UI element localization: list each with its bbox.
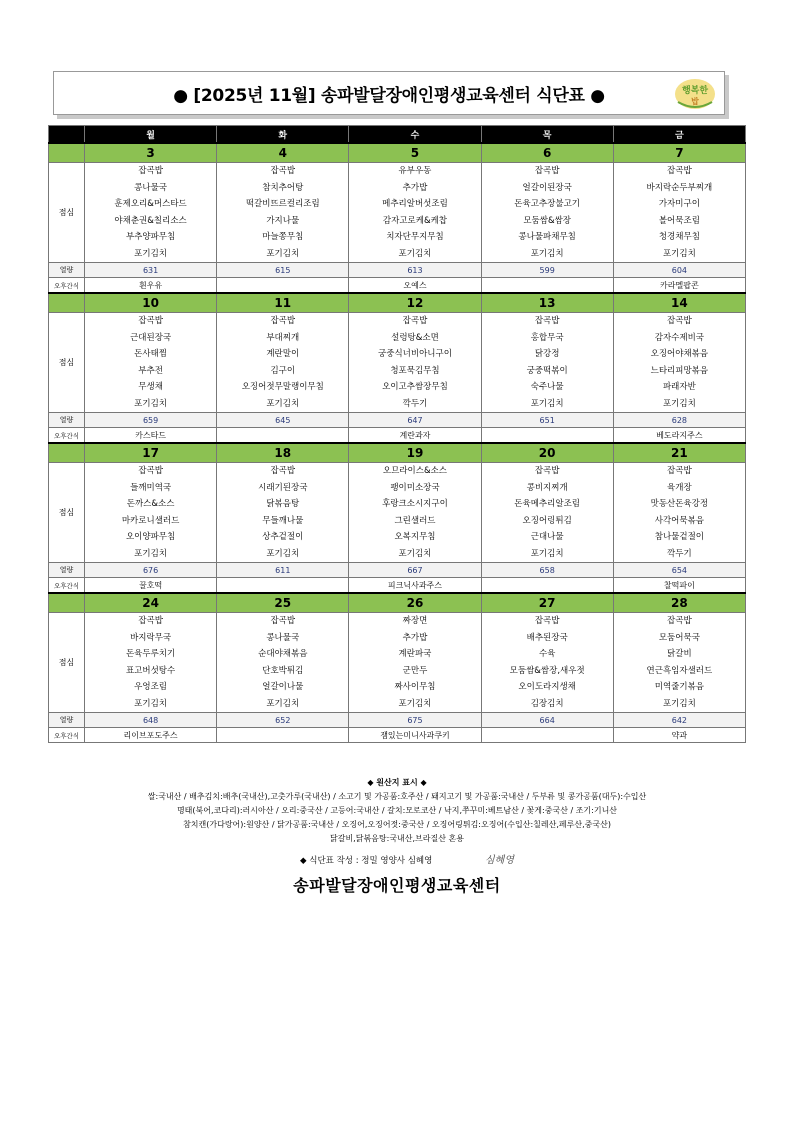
origin-line: 닭갈비,닭볶음탕:국내산,브라질산 혼용 [330, 834, 464, 843]
menu-item: 포기김치 [398, 698, 432, 709]
menu-item: 잡곡밥 [667, 466, 692, 476]
lunch-cell [481, 313, 613, 413]
menu-item: 김장김치 [530, 698, 564, 709]
kcal-cell: 651 [481, 413, 613, 428]
menu-item: 포기김치 [266, 248, 300, 259]
lunch-cell [349, 613, 481, 713]
menu-item: 참나물겉절이 [654, 532, 705, 542]
date-cell: 27 [481, 593, 613, 613]
snack-cell: 약과 [613, 728, 745, 743]
menu-item: 들깨미역국 [130, 482, 172, 493]
snack-row [49, 728, 746, 743]
menu-item: 포기김치 [662, 698, 696, 709]
kcal-cell: 631 [85, 263, 217, 278]
menu-item: 김구이 [270, 365, 296, 376]
menu-item: 무들깨나물 [262, 515, 304, 526]
menu-item: 포기김치 [266, 548, 300, 559]
weekday-header: 금 [613, 126, 745, 144]
menu-item: 포기김치 [662, 248, 696, 259]
menu-item: 포기김치 [266, 698, 300, 709]
menu-item: 짜장면 [402, 616, 428, 626]
menu-item: 근대나물 [530, 532, 564, 542]
lunch-row [49, 313, 746, 413]
date-row-blank [49, 143, 85, 163]
origin-title: ◆ 원산지 표시 ◆ [367, 778, 427, 787]
origin-line: 쌀:국내산 / 배추김치:배추(국내산),고춧가루(국내산) / 소고기 및 가공품:호주산 / 돼지고기 및 가공품:국내산 / 두부류 및 콩가공품(대두):수입산 [147, 792, 647, 801]
menu-item: 잡곡밥 [270, 316, 296, 326]
menu-table [48, 125, 746, 743]
menu-item: 계란말이 [266, 349, 300, 359]
lunch-row-label: 점심 [49, 463, 85, 563]
lunch-cell [85, 463, 217, 563]
menu-item: 모둠쌈&쌈장 [523, 215, 571, 226]
lunch-cell [481, 163, 613, 263]
menu-item: 잡곡밥 [270, 166, 296, 176]
menu-item: 포기김치 [134, 398, 168, 409]
snack-cell [217, 278, 349, 294]
date-cell: 28 [613, 593, 745, 613]
menu-item: 잡곡밥 [667, 616, 692, 626]
weekday-header-row [49, 126, 746, 144]
menu-item: 무생채 [138, 382, 163, 392]
menu-item: 닭강정 [534, 349, 560, 359]
snack-cell [481, 278, 613, 294]
date-cell: 25 [217, 593, 349, 613]
menu-item: 콩나물파채무침 [518, 232, 576, 242]
menu-item: 상추겉절이 [262, 532, 304, 542]
lunch-cell [613, 163, 745, 263]
menu-item: 느타리피망볶음 [650, 365, 709, 376]
menu-item: 얼갈이나물 [262, 682, 304, 692]
menu-item: 미역줄기볶음 [654, 682, 705, 692]
kcal-cell: 613 [349, 263, 481, 278]
kcal-cell: 675 [349, 713, 481, 728]
menu-item: 순대야채볶음 [258, 649, 308, 659]
snack-row [49, 428, 746, 444]
menu-item: 숙주나물 [530, 382, 564, 392]
lunch-cell [613, 313, 745, 413]
menu-item: 그린샐러드 [394, 515, 436, 526]
menu-item: 유부우동 [398, 166, 432, 176]
date-cell: 21 [613, 443, 745, 463]
snack-cell: 흰우유 [85, 278, 217, 294]
date-row [49, 143, 746, 163]
menu-item: 표고버섯탕수 [125, 665, 176, 676]
menu-item: 떡갈비뜨르컬리조림 [245, 199, 320, 209]
menu-item: 배추된장국 [526, 632, 568, 643]
lunch-cell [85, 163, 217, 263]
menu-item: 부추전 [138, 365, 163, 376]
menu-item: 포기김치 [530, 248, 564, 259]
lunch-cell [613, 613, 745, 713]
snack-cell: 꿀호떡 [85, 578, 217, 594]
menu-item: 돈사태찜 [134, 349, 168, 359]
lunch-cell [481, 613, 613, 713]
kcal-row-label: 열량 [49, 713, 85, 728]
menu-item: 돈육두루치기 [125, 649, 176, 659]
menu-item: 잡곡밥 [667, 316, 692, 326]
menu-item: 궁중식너비아니구이 [378, 349, 452, 359]
kcal-cell: 676 [85, 563, 217, 578]
menu-item: 바지락순두부찌개 [646, 182, 713, 193]
snack-cell [481, 728, 613, 743]
date-cell: 4 [217, 143, 349, 163]
menu-item: 가지나물 [266, 215, 300, 226]
lunch-cell [85, 313, 217, 413]
menu-item: 깍두기 [402, 398, 428, 409]
menu-item: 궁중떡볶이 [526, 365, 568, 376]
menu-item: 홍합무국 [530, 332, 564, 343]
lunch-row [49, 163, 746, 263]
kcal-cell: 645 [217, 413, 349, 428]
kcal-cell: 667 [349, 563, 481, 578]
kcal-row [49, 413, 746, 428]
snack-cell [217, 428, 349, 444]
menu-item: 시래기된장국 [258, 482, 308, 493]
menu-item: 오므라이스&소스 [382, 466, 448, 476]
menu-item: 메추리알버섯조림 [382, 199, 448, 209]
menu-item: 포기김치 [134, 248, 168, 259]
menu-item: 콩나물국 [266, 632, 300, 643]
snack-cell: 카스타드 [85, 428, 217, 444]
menu-item: 연근흑임자샐러드 [646, 665, 713, 676]
menu-item: 맛동산돈육강정 [650, 499, 709, 509]
menu-item: 근대된장국 [130, 332, 172, 343]
date-cell: 7 [613, 143, 745, 163]
menu-item: 추가밥 [402, 632, 428, 643]
menu-item: 우엉조림 [134, 682, 168, 692]
kcal-row [49, 563, 746, 578]
origin-line: 명태(북어,코다리):러시아산 / 오리:중국산 / 고등어:국내산 / 갈치:모로코산 / 낙지,쭈꾸미:베트남산 / 꽃게:중국산 / 조기:기니산 [176, 806, 618, 815]
lunch-row-label: 점심 [49, 613, 85, 713]
menu-item: 모둠쌈&쌈장,새우젓 [509, 665, 585, 676]
kcal-row [49, 713, 746, 728]
menu-item: 바지락무국 [130, 632, 172, 643]
menu-item: 잡곡밥 [667, 166, 692, 176]
date-row-blank [49, 293, 85, 313]
menu-item: 잡곡밥 [534, 466, 560, 476]
kcal-cell: 615 [217, 263, 349, 278]
snack-row-label: 오후간식 [49, 278, 85, 294]
lunch-cell [349, 163, 481, 263]
snack-cell: 오예스 [349, 278, 481, 294]
kcal-row-label: 열량 [49, 413, 85, 428]
snack-row-label: 오후간식 [49, 428, 85, 444]
kcal-cell: 599 [481, 263, 613, 278]
menu-item: 오복지무침 [394, 532, 436, 542]
svg-text:밥: 밥 [691, 97, 699, 106]
date-cell: 20 [481, 443, 613, 463]
menu-item: 부추양파무침 [125, 232, 176, 242]
menu-item: 후랑크소시지구이 [382, 499, 448, 509]
lunch-cell [217, 313, 349, 413]
date-cell: 6 [481, 143, 613, 163]
menu-item: 돈육고추장불고기 [514, 199, 580, 209]
lunch-cell [217, 163, 349, 263]
kcal-cell: 664 [481, 713, 613, 728]
snack-cell [481, 428, 613, 444]
date-row-blank [49, 593, 85, 613]
menu-item: 볼어묵조림 [658, 215, 700, 226]
menu-item: 청경채무침 [658, 232, 700, 242]
menu-item: 콩비지찌개 [526, 482, 568, 493]
lunch-cell [613, 463, 745, 563]
menu-item: 포기김치 [530, 548, 564, 559]
snack-row-label: 오후간식 [49, 728, 85, 743]
menu-item: 육개장 [667, 482, 692, 493]
menu-item: 포기김치 [662, 398, 696, 409]
menu-item: 닭갈비 [667, 649, 692, 659]
lunch-cell [85, 613, 217, 713]
kcal-cell: 642 [613, 713, 745, 728]
kcal-cell: 611 [217, 563, 349, 578]
lunch-cell [349, 313, 481, 413]
kcal-cell: 648 [85, 713, 217, 728]
menu-item: 수육 [538, 649, 556, 659]
date-cell: 11 [217, 293, 349, 313]
weekday-header: 수 [349, 126, 481, 144]
menu-item: 단호박튀김 [262, 665, 304, 676]
menu-item: 포기김치 [266, 398, 300, 409]
menu-item: 부대찌개 [266, 332, 300, 343]
date-cell: 10 [85, 293, 217, 313]
snack-cell [481, 578, 613, 594]
menu-item: 잡곡밥 [138, 466, 163, 476]
menu-item: 감자고로케&케찹 [382, 215, 448, 226]
weekday-header: 목 [481, 126, 613, 144]
menu-item: 포기김치 [398, 248, 432, 259]
menu-item: 오징어젓무말랭이무침 [241, 382, 324, 392]
center-logo [670, 72, 720, 112]
menu-item: 설렁탕&소면 [391, 332, 439, 343]
date-cell: 3 [85, 143, 217, 163]
kcal-cell: 654 [613, 563, 745, 578]
snack-cell: 잼있는미니사과쿠키 [349, 728, 481, 743]
menu-item: 잡곡밥 [534, 316, 560, 326]
menu-item: 잡곡밥 [534, 166, 560, 176]
weekday-header: 월 [85, 126, 217, 144]
menu-item: 잡곡밥 [534, 616, 560, 626]
menu-item: 잡곡밥 [138, 166, 163, 176]
menu-item: 잡곡밥 [270, 466, 296, 476]
menu-author: ◆ 식단표 작성 : 정밀 영양사 심혜영 [300, 856, 433, 866]
weekday-header: 화 [217, 126, 349, 144]
menu-item: 파래자반 [662, 382, 696, 392]
menu-item: 닭볶음탕 [266, 499, 300, 509]
menu-item: 포기김치 [398, 548, 432, 559]
center-name: 송파발달장애인평생교육센터 [293, 876, 501, 895]
date-cell: 24 [85, 593, 217, 613]
menu-item: 모둠어묵국 [658, 632, 700, 643]
page-title: ● [2025년 11월] 송파발달장애인평생교육센터 식단표 ● [173, 85, 605, 106]
kcal-cell: 659 [85, 413, 217, 428]
kcal-cell: 647 [349, 413, 481, 428]
menu-item: 가자미구이 [658, 199, 700, 209]
date-cell: 14 [613, 293, 745, 313]
menu-item: 잡곡밥 [402, 316, 428, 326]
menu-item: 돈육메추리알조림 [514, 499, 580, 509]
date-cell: 17 [85, 443, 217, 463]
kcal-row-label: 열량 [49, 263, 85, 278]
menu-item: 콩나물국 [134, 182, 168, 193]
menu-item: 오징어링튀김 [522, 515, 572, 526]
snack-cell: 찰떡파이 [613, 578, 745, 594]
menu-item: 훈제오리&머스타드 [114, 199, 187, 209]
lunch-cell [217, 613, 349, 713]
date-cell: 26 [349, 593, 481, 613]
kcal-row [49, 263, 746, 278]
menu-item: 야채춘권&칠리소스 [114, 215, 187, 226]
lunch-row [49, 463, 746, 563]
menu-item: 팽이미소장국 [390, 482, 440, 493]
menu-title-box [53, 71, 725, 115]
menu-item: 포기김치 [134, 698, 168, 709]
menu-item: 청포묵김무침 [390, 365, 440, 376]
menu-item: 군만두 [402, 665, 428, 676]
lunch-cell [217, 463, 349, 563]
menu-item: 얼갈이된장국 [522, 182, 572, 193]
menu-item: 사각어묵볶음 [654, 515, 705, 526]
lunch-row-label: 점심 [49, 163, 85, 263]
lunch-row [49, 613, 746, 713]
menu-item: 잡곡밥 [270, 616, 296, 626]
menu-item: 참치추어탕 [262, 182, 304, 193]
kcal-row-label: 열량 [49, 563, 85, 578]
menu-item: 잡곡밥 [138, 316, 163, 326]
menu-item: 추가밥 [402, 182, 428, 193]
kcal-cell: 652 [217, 713, 349, 728]
date-row [49, 593, 746, 613]
author-signature: 심혜영 [485, 855, 514, 866]
date-cell: 19 [349, 443, 481, 463]
snack-cell: 계란과자 [349, 428, 481, 444]
date-cell: 5 [349, 143, 481, 163]
menu-item: 포기김치 [134, 548, 168, 559]
svg-text:행복한: 행복한 [681, 86, 709, 96]
menu-item: 계란파국 [398, 649, 432, 659]
menu-item: 마늘쫑무침 [262, 232, 304, 242]
menu-item: 돈까스&소스 [126, 499, 175, 509]
menu-item: 잡곡밥 [138, 616, 163, 626]
menu-item: 깍두기 [667, 548, 692, 559]
lunch-cell [349, 463, 481, 563]
date-row [49, 443, 746, 463]
menu-item: 마카로니샐러드 [121, 515, 180, 526]
menu-item: 오이양파무침 [125, 532, 176, 542]
snack-cell: 베도라지주스 [613, 428, 745, 444]
date-row-blank [49, 443, 85, 463]
menu-item: 짜사이무침 [394, 682, 436, 692]
kcal-cell: 604 [613, 263, 745, 278]
menu-item: 감자수제비국 [654, 332, 705, 343]
snack-row [49, 278, 746, 294]
snack-cell: 카라멜팝콘 [613, 278, 745, 294]
snack-cell [217, 728, 349, 743]
lunch-row-label: 점심 [49, 313, 85, 413]
snack-cell [217, 578, 349, 594]
snack-cell: 피크닉사과주스 [349, 578, 481, 594]
menu-item: 포기김치 [530, 398, 564, 409]
origin-line: 참치캔(가다랑어):원양산 / 닭가공품:국내산 / 오징어,오징어젓:중국산 / 오징어링튀김:오징어(수입산:칠레산,페루산,중국산) [183, 820, 611, 829]
date-cell: 13 [481, 293, 613, 313]
date-cell: 12 [349, 293, 481, 313]
menu-item: 오이도라지생채 [518, 682, 576, 692]
snack-row-label: 오후간식 [49, 578, 85, 594]
origin-section [48, 776, 746, 846]
date-cell: 18 [217, 443, 349, 463]
snack-cell: 리이브포도주스 [85, 728, 217, 743]
date-row [49, 293, 746, 313]
lunch-cell [481, 463, 613, 563]
kcal-cell: 628 [613, 413, 745, 428]
weekday-header-blank [49, 126, 85, 144]
kcal-cell: 658 [481, 563, 613, 578]
menu-item: 오이고추쌈장무침 [382, 382, 448, 392]
snack-row [49, 578, 746, 594]
menu-item: 치자단무지무침 [386, 232, 444, 242]
menu-item: 오징어야채볶음 [650, 349, 709, 359]
